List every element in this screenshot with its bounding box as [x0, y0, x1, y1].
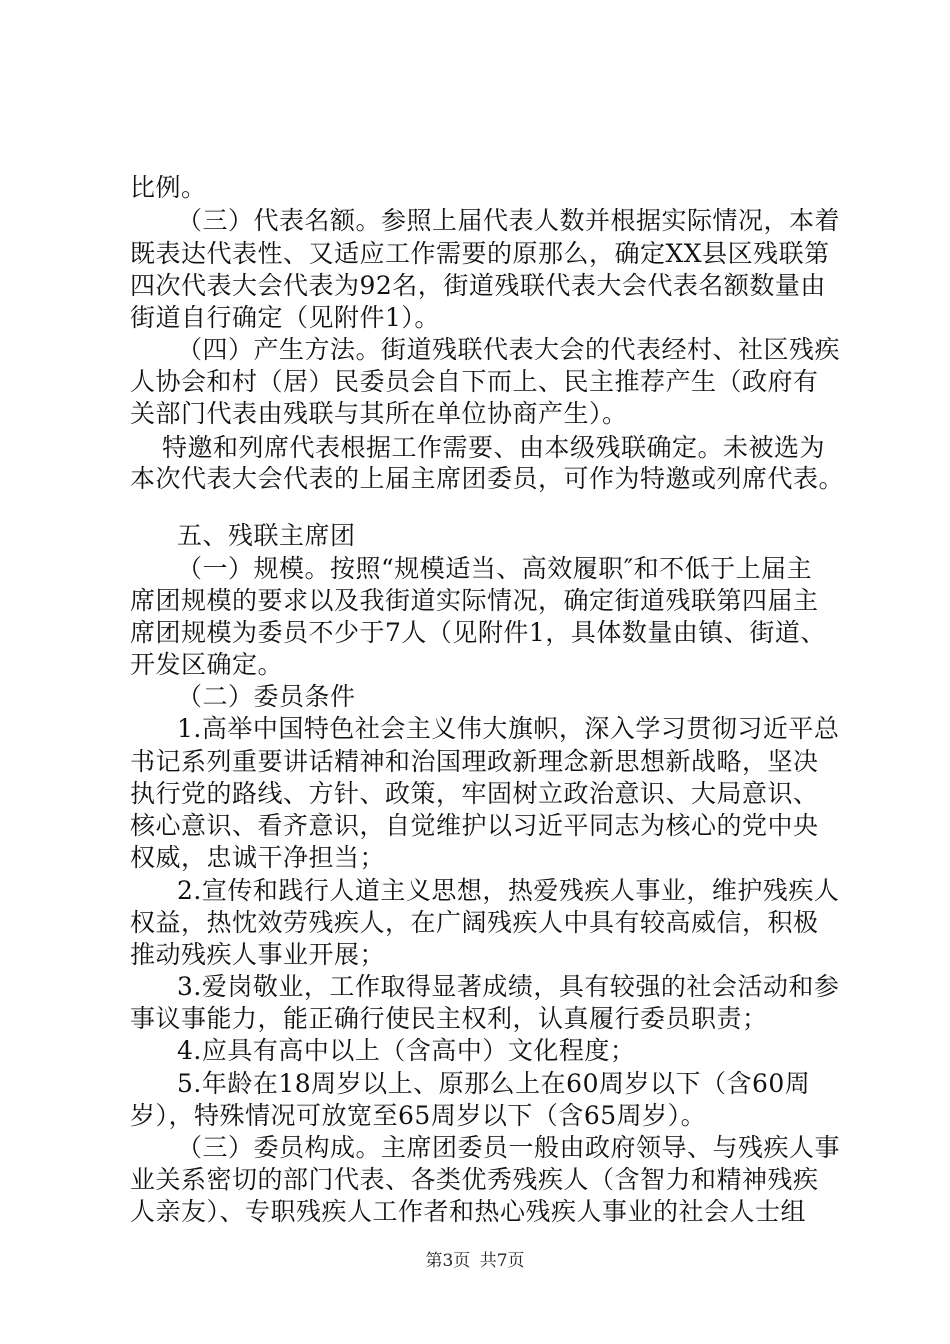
- text-line: 执行党的路线、方针、政策，牢固树立政治意识、大局意识、: [130, 779, 819, 808]
- text-line: 本次代表大会代表的上届主席团委员，可作为特邀或列席代表。: [130, 464, 845, 493]
- text-line: 推动残疾人事业开展；: [130, 940, 386, 969]
- page-footer: [0, 1250, 950, 1272]
- text-line: 开发区确定。: [130, 650, 284, 679]
- text-line: 事议事能力，能正确行使民主权利，认真履行委员职责；: [130, 1004, 768, 1033]
- text-line: 比例。: [130, 173, 207, 202]
- text-line: 既表达代表性、又适应工作需要的原那么，确定XX县区残联第: [130, 239, 830, 268]
- text-line: 特邀和列席代表根据工作需要、由本级残联确定。未被选为: [162, 433, 826, 462]
- text-line: 权威，忠诚干净担当；: [130, 843, 386, 872]
- text-line: 业关系密切的部门代表、各类优秀残疾人（含智力和精神残疾: [130, 1165, 819, 1194]
- text-line: 核心意识、看齐意识，自觉维护以习近平同志为核心的党中央: [130, 811, 819, 840]
- text-line: 岁），特殊情况可放宽至65周岁以下（含65周岁）。: [130, 1101, 707, 1130]
- text-line: （二）委员条件: [177, 682, 356, 711]
- page-number: 第3页: [425, 1251, 471, 1271]
- text-line: 席团规模的要求以及我街道实际情况，确定街道残联第四届主: [130, 586, 819, 615]
- text-line: 人亲友）、专职残疾人工作者和热心残疾人事业的社会人士组: [130, 1197, 807, 1226]
- section-heading: 五、残联主席团: [177, 521, 356, 550]
- text-line: （一）规模。按照“规模适当、高效履职″和不低于上届主: [177, 554, 813, 583]
- text-line: 1.高举中国特色社会主义伟大旗帜，深入学习贯彻习近平总: [177, 714, 840, 743]
- text-line: 四次代表大会代表为92名，街道残联代表大会代表名额数量由: [130, 271, 826, 300]
- text-line: 权益，热忱效劳残疾人，在广阔残疾人中具有较高威信，积极: [130, 908, 819, 937]
- text-line: 5.年龄在18周岁以上、原那么上在60周岁以下（含60周: [177, 1069, 811, 1098]
- text-line: （三）委员构成。主席团委员一般由政府领导、与残疾人事: [177, 1133, 841, 1162]
- page-total: 共7页: [479, 1251, 525, 1271]
- text-line: 3.爱岗敬业，工作取得显著成绩，具有较强的社会活动和参: [177, 972, 840, 1001]
- text-line: 席团规模为委员不少于7人（见附件1，具体数量由镇、街道、: [130, 618, 826, 647]
- text-line: 书记系列重要讲话精神和治国理政新理念新思想新战略，坚决: [130, 747, 819, 776]
- text-line: （四）产生方法。街道残联代表大会的代表经村、社区残疾: [177, 335, 841, 364]
- text-line: （三）代表名额。参照上届代表人数并根据实际情况，本着: [177, 206, 841, 235]
- text-line: 关部门代表由残联与其所在单位协商产生）。: [130, 399, 628, 428]
- text-line: 4.应具有高中以上（含高中）文化程度；: [177, 1036, 636, 1065]
- text-line: 2.宣传和践行人道主义思想，热爱残疾人事业，维护残疾人: [177, 876, 840, 905]
- text-line: 街道自行确定（见附件1）。: [130, 303, 440, 332]
- text-line: 人协会和村（居）民委员会自下而上、民主推荐产生（政府有: [130, 367, 819, 396]
